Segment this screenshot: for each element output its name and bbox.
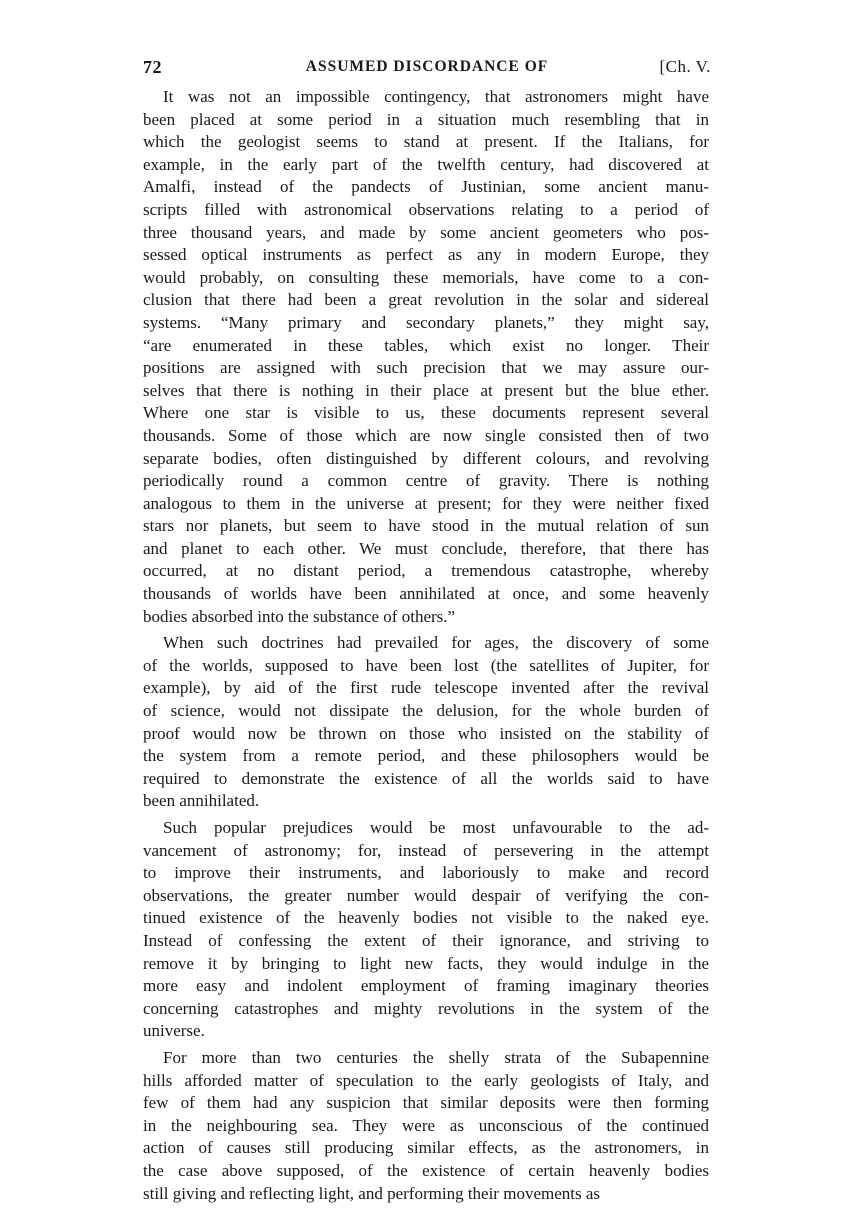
text-line: thousands of worlds have been annihilated at once, and some heavenly: [143, 584, 709, 604]
paragraph: [143, 632, 709, 813]
text-line: of the worlds, supposed to have been lost (the satellites of Jupiter, for: [143, 655, 709, 675]
text-line: example, in the early part of the twelfth century, had discovered at: [143, 154, 709, 174]
text-line: few of them had any suspicion that similar deposits were then forming: [143, 1093, 709, 1113]
text-line: hills afforded matter of speculation to the early geologists of Italy, and: [143, 1070, 709, 1090]
text-line: proof would now be thrown on those who insisted on the stability of: [143, 723, 709, 743]
running-head: [143, 57, 711, 81]
text-line: the system from a remote period, and these philosophers would be: [143, 746, 709, 766]
text-line: observations, the greater number would despair of verifying the con-: [143, 885, 709, 905]
paragraph: [143, 817, 709, 1043]
text-line: been annihilated.: [143, 791, 260, 811]
text-line: analogous to them in the universe at present; for they were neither fixed: [143, 493, 709, 513]
text-line: When such doctrines had prevailed for ages, the discovery of some: [163, 633, 709, 653]
text-line: scripts filled with astronomical observations relating to a period of: [143, 199, 709, 219]
text-line: still giving and reflecting light, and performing their movements as: [143, 1183, 601, 1203]
paragraph: [143, 1047, 709, 1205]
text-line: example), by aid of the first rude telescope invented after the revival: [143, 678, 709, 698]
text-line: Amalfi, instead of the pandects of Justinian, some ancient manu-: [143, 177, 709, 197]
text-line: sessed optical instruments as perfect as any in modern Europe, they: [143, 245, 709, 265]
text-line: bodies absorbed into the substance of others.”: [143, 606, 456, 626]
text-line: of science, would not dissipate the delusion, for the whole burden of: [143, 701, 709, 721]
text-line: systems. “Many primary and secondary planets,” they might say,: [143, 312, 709, 332]
text-line: vancement of astronomy; for, instead of persevering in the attempt: [143, 840, 709, 860]
text-line: concerning catastrophes and mighty revolutions in the system of the: [143, 998, 709, 1018]
text-line: action of causes still producing similar effects, as the astronomers, in: [143, 1138, 709, 1158]
text-line: tinued existence of the heavenly bodies not visible to the naked eye.: [143, 908, 709, 928]
text-line: positions are assigned with such precision that we may assure our-: [143, 358, 709, 378]
text-line: For more than two centuries the shelly strata of the Subapennine: [163, 1047, 709, 1067]
text-line: thousands. Some of those which are now single consisted then of two: [143, 425, 709, 445]
text-line: selves that there is nothing in their place at present but the blue ether.: [143, 380, 709, 400]
text-line: occurred, at no distant period, a tremendous catastrophe, whereby: [143, 561, 709, 581]
paragraph: [143, 86, 709, 628]
text-line: in the neighbouring sea. They were as unconscious of the continued: [143, 1115, 709, 1135]
text-line: required to demonstrate the existence of all the worlds said to have: [143, 768, 709, 788]
text-line: “are enumerated in these tables, which exist no longer. Their: [143, 335, 709, 355]
text-line: periodically round a common centre of gravity. There is nothing: [143, 471, 709, 491]
text-line: would probably, on consulting these memorials, have come to a con-: [143, 267, 709, 287]
text-line: stars nor planets, but seem to have stood in the mutual relation of sun: [143, 516, 709, 536]
text-line: Such popular prejudices would be most unfavourable to the ad-: [163, 818, 709, 837]
running-title: ASSUMED DISCORDANCE OF: [305, 58, 549, 75]
text-line: the case above supposed, of the existence of certain heavenly bodies: [143, 1160, 709, 1180]
page-body: [143, 86, 709, 1205]
text-line: remove it by bringing to light new facts, they would indulge in the: [143, 953, 709, 973]
chapter-label: [Ch. V.: [659, 57, 711, 76]
text-line: clusion that there had been a great revolution in the solar and sidereal: [143, 290, 709, 310]
text-line: Instead of confessing the extent of their ignorance, and striving to: [143, 930, 709, 950]
text-line: three thousand years, and made by some ancient geometers who pos-: [143, 222, 709, 242]
text-line: separate bodies, often distinguished by different colours, and revolving: [143, 448, 709, 468]
text-line: been placed at some period in a situation much resembling that in: [143, 109, 709, 129]
text-line: universe.: [143, 1021, 205, 1041]
page-number: 72: [143, 57, 162, 77]
text-line: to improve their instruments, and laboriously to make and record: [143, 863, 709, 883]
text-line: Where one star is visible to us, these documents represent several: [143, 403, 709, 423]
text-line: and planet to each other. We must conclude, therefore, that there has: [143, 538, 709, 558]
text-line: more easy and indolent employment of framing imaginary theories: [143, 976, 709, 996]
text-line: It was not an impossible contingency, that astronomers might have: [163, 87, 709, 106]
text-line: which the geologist seems to stand at present. If the Italians, for: [143, 132, 709, 152]
